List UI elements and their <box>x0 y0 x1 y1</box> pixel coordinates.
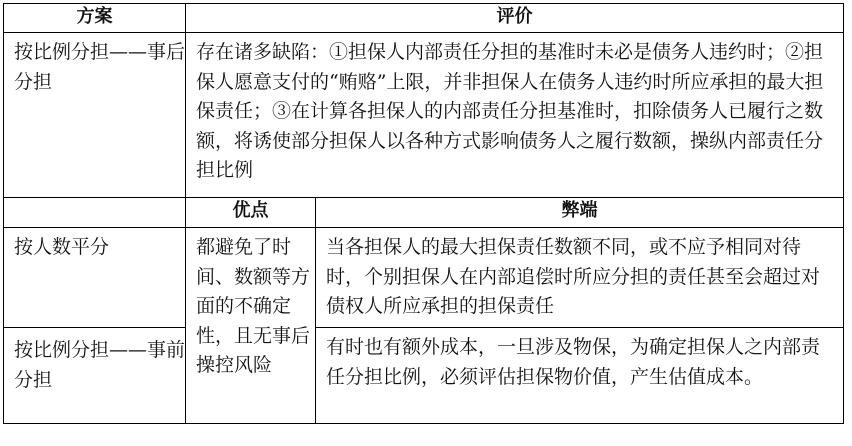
scheme-exante-proportional: 按比例分担——事前分担 <box>4 328 186 424</box>
evaluation-expost-proportional: 存在诸多缺陷：①担保人内部责任分担的基准时未必是债务人违约时；②担保人愿意支付的“贿赂”上限，并非担保人在债务人违约时所应承担的最大担保责任；③在计算各担保人的内部责任分担基准时，扣除债务人已履行之数额，将诱使部分担保人以各种方式影响债务人之履行数额，操纵内部责任分担比例 <box>186 33 844 198</box>
table-row <box>4 228 844 328</box>
header-evaluation: 评价 <box>186 4 844 33</box>
subheader-advantages: 优点 <box>186 198 316 228</box>
subheader-blank-cell <box>4 198 186 228</box>
shared-advantage: 都避免了时间、数额等方面的不确定性，且无事后操控风险 <box>186 228 316 424</box>
comparison-table <box>3 3 844 424</box>
subheader-row <box>4 198 844 228</box>
table-row <box>4 328 844 424</box>
header-row <box>4 4 844 33</box>
header-scheme: 方案 <box>4 4 186 33</box>
subheader-disadvantages: 弊端 <box>316 198 844 228</box>
disadvantage-equal-split: 当各担保人的最大担保责任数额不同，或不应予相同对待时，个别担保人在内部追偿时所应分担的责任甚至会超过对债权人所应承担的担保责任 <box>316 228 844 328</box>
disadvantage-exante-proportional: 有时也有额外成本，一旦涉及物保，为确定担保人之内部责任分担比例，必须评估担保物价值，产生估值成本。 <box>316 328 844 424</box>
scheme-equal-split: 按人数平分 <box>4 228 186 328</box>
scheme-expost-proportional: 按比例分担——事后分担 <box>4 33 186 198</box>
table-row <box>4 33 844 198</box>
